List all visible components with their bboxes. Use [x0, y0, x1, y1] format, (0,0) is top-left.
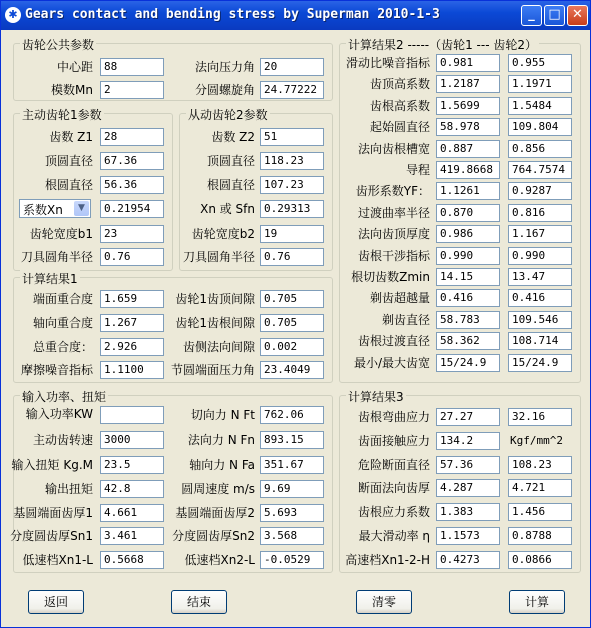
gear1-result-value[interactable]: 419.8668: [436, 161, 500, 179]
gear2-result-value[interactable]: 108.23: [508, 456, 572, 474]
gear1-coef-input[interactable]: 0.21954: [100, 200, 164, 218]
clear-button[interactable]: 清零: [356, 590, 412, 614]
gear1-face-width-input[interactable]: 23: [100, 225, 164, 243]
window-title: Gears contact and bending stress by Superman 2010-1-3: [25, 7, 440, 22]
gear2-result-value[interactable]: 109.804: [508, 118, 572, 136]
module-label: 模数Mn: [51, 83, 93, 97]
gear2-result-value[interactable]: 4.721: [508, 479, 572, 497]
calculate-button[interactable]: 计算: [509, 590, 565, 614]
gear1-result-value[interactable]: 0.4273: [436, 551, 500, 569]
gear1-result-value[interactable]: 0.990: [436, 247, 500, 265]
axial-force-value[interactable]: 351.67: [260, 456, 324, 474]
speed-label: 主动齿转速: [32, 433, 93, 447]
result-label: 法向齿顶厚度: [357, 227, 430, 242]
gear1-teeth-label: 齿数 Z1: [49, 130, 93, 144]
gear2-result-value[interactable]: 32.16: [508, 408, 572, 426]
center-distance-input[interactable]: 88: [100, 58, 164, 76]
output-torque-value[interactable]: 42.8: [100, 480, 164, 498]
gear2-result-value[interactable]: 15/24.9: [508, 354, 572, 372]
gear2-root-diameter-input[interactable]: 107.23: [260, 176, 324, 194]
overlap-ratio-value[interactable]: 1.267: [100, 314, 164, 332]
gear2-result-value[interactable]: 108.714: [508, 332, 572, 350]
gear2-face-width-label: 齿轮宽度b2: [191, 227, 255, 241]
result-label: 法向齿根槽宽: [357, 141, 430, 156]
result-label: 过渡曲率半径: [357, 205, 430, 220]
speed-input[interactable]: 3000: [100, 431, 164, 449]
gear2-result-value[interactable]: 0.0866: [508, 551, 572, 569]
tip-clearance-value[interactable]: 0.705: [260, 290, 324, 308]
gear2-tip-diameter-label: 顶圆直径: [206, 154, 255, 168]
gear1-tip-diameter-label: 顶圆直径: [44, 154, 93, 168]
normal-force-value[interactable]: 893.15: [260, 431, 324, 449]
base-thickness1-value[interactable]: 4.661: [100, 504, 164, 522]
result-label: 齿根弯曲应力: [357, 410, 430, 424]
gear1-teeth-input[interactable]: 28: [100, 128, 164, 146]
gear1-result-value[interactable]: 58.978: [436, 118, 500, 136]
end-button[interactable]: 结束: [171, 590, 227, 614]
low-xn1-value[interactable]: 0.5668: [100, 551, 164, 569]
gear1-result-value[interactable]: 58.783: [436, 311, 500, 329]
gear1-result-value[interactable]: 15/24.9: [436, 354, 500, 372]
result-label: 齿根过渡直径: [357, 334, 430, 349]
result-label: 高速档Xn1-2-H: [345, 552, 430, 567]
total-contact-label: 总重合度：: [32, 340, 93, 354]
base-thickness2-label: 基圆端面齿厚2: [175, 506, 255, 520]
gear2-result-value[interactable]: 0.816: [508, 204, 572, 222]
gear2-tool-radius-label: 刀具圆角半径: [182, 250, 255, 264]
group-title: 输入功率、扭矩: [22, 390, 107, 404]
result-label: 齿根干涉指标: [357, 248, 430, 263]
gear2-tip-diameter-input[interactable]: 118.23: [260, 152, 324, 170]
gear1-result-value[interactable]: 1.5699: [436, 97, 500, 115]
torque-label: 输入扭矩 Kg.M: [11, 458, 93, 472]
result-label: 剃齿超越量: [369, 291, 430, 306]
minimize-button[interactable]: _: [521, 5, 542, 26]
gear2-teeth-label: 齿数 Z2: [211, 130, 255, 144]
tangential-force-label: 切向力 N Ft: [190, 408, 255, 422]
result-label: 齿面接触应力: [357, 433, 430, 448]
pressure-angle-label: 法向压力角: [194, 60, 255, 74]
torque-input[interactable]: 23.5: [100, 456, 164, 474]
output-torque-label: 输出扭矩: [44, 482, 93, 496]
axial-force-label: 轴向力 N Fa: [189, 458, 255, 472]
transverse-contact-label: 端面重合度: [32, 292, 93, 306]
gear2-result-value[interactable]: 0.416: [508, 289, 572, 307]
coefficient-select-value: 系数Xn: [23, 203, 63, 217]
gear1-face-width-label: 齿轮宽度b1: [29, 227, 93, 241]
pitch-thickness1-label: 分度圆齿厚Sn1: [10, 529, 93, 543]
group-title: 计算结果3: [348, 390, 404, 404]
result-label: 齿根应力系数: [357, 505, 430, 520]
gear2-face-width-input[interactable]: 19: [260, 225, 324, 243]
input-power-input[interactable]: [100, 406, 164, 424]
result-label: 滑动比噪音指标: [345, 56, 430, 70]
result-label: 齿根高系数: [369, 98, 430, 113]
backlash-value[interactable]: 0.002: [260, 338, 324, 356]
gear2-result-value[interactable]: 1.167: [508, 225, 572, 243]
close-button[interactable]: ✕: [567, 5, 588, 26]
result-label: 断面法向齿厚: [357, 481, 430, 496]
friction-noise-value[interactable]: 1.1100: [100, 361, 164, 379]
gear2-result-value[interactable]: 0.990: [508, 247, 572, 265]
gear2-teeth-input[interactable]: 51: [260, 128, 324, 146]
gear1-result-value[interactable]: 1.1261: [436, 182, 500, 200]
gear1-result-value[interactable]: 134.2: [436, 432, 500, 450]
result-label: 最大滑动率 η: [358, 529, 430, 543]
group-title: 计算结果2 -----（齿轮1 --- 齿轮2）: [348, 38, 537, 52]
gear1-tool-radius-label: 刀具圆角半径: [20, 250, 93, 264]
input-power-label: 输入功率KW: [25, 407, 93, 421]
gear1-result-value[interactable]: 1.1573: [436, 527, 500, 545]
gear2-result-value[interactable]: 1.456: [508, 503, 572, 521]
gear2-result-value[interactable]: 109.546: [508, 311, 572, 329]
gear1-result-value[interactable]: 0.986: [436, 225, 500, 243]
gear2-result-value[interactable]: 0.9287: [508, 182, 572, 200]
pitch-thickness2-label: 分度圆齿厚Sn2: [172, 529, 255, 543]
friction-noise-label: 摩擦噪音指标: [20, 363, 93, 377]
gear2-result-value[interactable]: 1.5484: [508, 97, 572, 115]
title-bar[interactable]: [1, 1, 590, 30]
gear1-tip-diameter-input[interactable]: 67.36: [100, 152, 164, 170]
result-label: 齿顶高系数: [369, 77, 430, 92]
gear1-result-value[interactable]: 1.2187: [436, 75, 500, 93]
result-label: 齿形系数YF：: [355, 184, 430, 199]
gear1-result-value[interactable]: 27.27: [436, 408, 500, 426]
root-clearance-value[interactable]: 0.705: [260, 314, 324, 332]
coefficient-select[interactable]: [19, 199, 91, 218]
gear2-coef-input[interactable]: 0.29313: [260, 200, 324, 218]
helix-angle-label: 分圆螺旋角: [194, 83, 255, 97]
gear1-result-value[interactable]: 1.383: [436, 503, 500, 521]
result-label: 根切齿数Zmin: [351, 270, 430, 284]
module-input[interactable]: 2: [100, 81, 164, 99]
chevron-down-icon[interactable]: ▼: [74, 201, 89, 216]
circumferential-velocity-value[interactable]: 9.69: [260, 480, 324, 498]
circumferential-velocity-label: 圆周速度 m/s: [181, 482, 255, 496]
gear1-tool-radius-input[interactable]: 0.76: [100, 248, 164, 266]
gear2-result-value[interactable]: 13.47: [508, 268, 572, 286]
result-label: 最小/最大齿宽: [353, 355, 430, 370]
gear1-root-diameter-input[interactable]: 56.36: [100, 176, 164, 194]
gear1-result-value[interactable]: 0.887: [436, 140, 500, 158]
overlap-ratio-label: 轴向重合度: [32, 316, 93, 330]
gear2-result-value[interactable]: 1.1971: [508, 75, 572, 93]
group-title: 从动齿轮2参数: [188, 108, 268, 122]
normal-force-label: 法向力 N Fn: [187, 433, 255, 447]
back-button[interactable]: 返回: [28, 590, 84, 614]
tangential-force-value[interactable]: 762.06: [260, 406, 324, 424]
gear1-result-value[interactable]: 4.287: [436, 479, 500, 497]
low-xn2-value[interactable]: -0.0529: [260, 551, 324, 569]
gear2-result-value[interactable]: 0.856: [508, 140, 572, 158]
center-distance-label: 中心距: [56, 60, 93, 74]
root-clearance-label: 齿轮1齿根间隙: [175, 316, 255, 330]
low-xn1-label: 低速档Xn1-L: [22, 553, 93, 567]
transverse-contact-value[interactable]: 1.659: [100, 290, 164, 308]
base-thickness2-value[interactable]: 5.693: [260, 504, 324, 522]
group-title: 主动齿轮1参数: [22, 108, 102, 122]
pitch-thickness1-value[interactable]: 3.461: [100, 527, 164, 545]
result-label: 起始圆直径: [369, 120, 430, 135]
gear2-result-value[interactable]: 764.7574: [508, 161, 572, 179]
pitch-thickness2-value[interactable]: 3.568: [260, 527, 324, 545]
gear1-root-diameter-label: 根圆直径: [44, 178, 93, 192]
gear2-result-value[interactable]: 0.8788: [508, 527, 572, 545]
gear1-result-value[interactable]: 0.416: [436, 289, 500, 307]
total-contact-value[interactable]: 2.926: [100, 338, 164, 356]
gear2-result-value[interactable]: 0.955: [508, 54, 572, 72]
helix-angle-input[interactable]: 24.77222: [260, 81, 324, 99]
maximize-button[interactable]: □: [544, 5, 565, 26]
base-thickness1-label: 基圆端面齿厚1: [13, 506, 93, 520]
stress-unit-label: Kgf/mm^2: [510, 433, 563, 447]
gear2-coef-label: Xn 或 Sfn: [200, 202, 255, 216]
gear1-result-value[interactable]: 0.870: [436, 204, 500, 222]
group-title: 齿轮公共参数: [22, 38, 95, 52]
pitch-pressure-angle-label: 节圆端面压力角: [170, 363, 255, 377]
backlash-label: 齿侧法向间隙: [182, 340, 255, 354]
gear2-tool-radius-input[interactable]: 0.76: [260, 248, 324, 266]
result-label: 剃齿直径: [381, 312, 430, 327]
gear2-root-diameter-label: 根圆直径: [206, 178, 255, 192]
pressure-angle-input[interactable]: 20: [260, 58, 324, 76]
result-label: 导程: [405, 163, 430, 177]
low-xn2-label: 低速档Xn2-L: [184, 553, 255, 567]
pitch-pressure-angle-value[interactable]: 23.4049: [260, 361, 324, 379]
result-label: 危险断面直径: [357, 457, 430, 472]
gear1-result-value[interactable]: 57.36: [436, 456, 500, 474]
gear1-result-value[interactable]: 0.981: [436, 54, 500, 72]
app-icon: ✱: [5, 7, 21, 23]
tip-clearance-label: 齿轮1齿顶间隙: [175, 292, 255, 306]
gear1-result-value[interactable]: 58.362: [436, 332, 500, 350]
gear1-result-value[interactable]: 14.15: [436, 268, 500, 286]
group-title: 计算结果1: [22, 272, 78, 286]
